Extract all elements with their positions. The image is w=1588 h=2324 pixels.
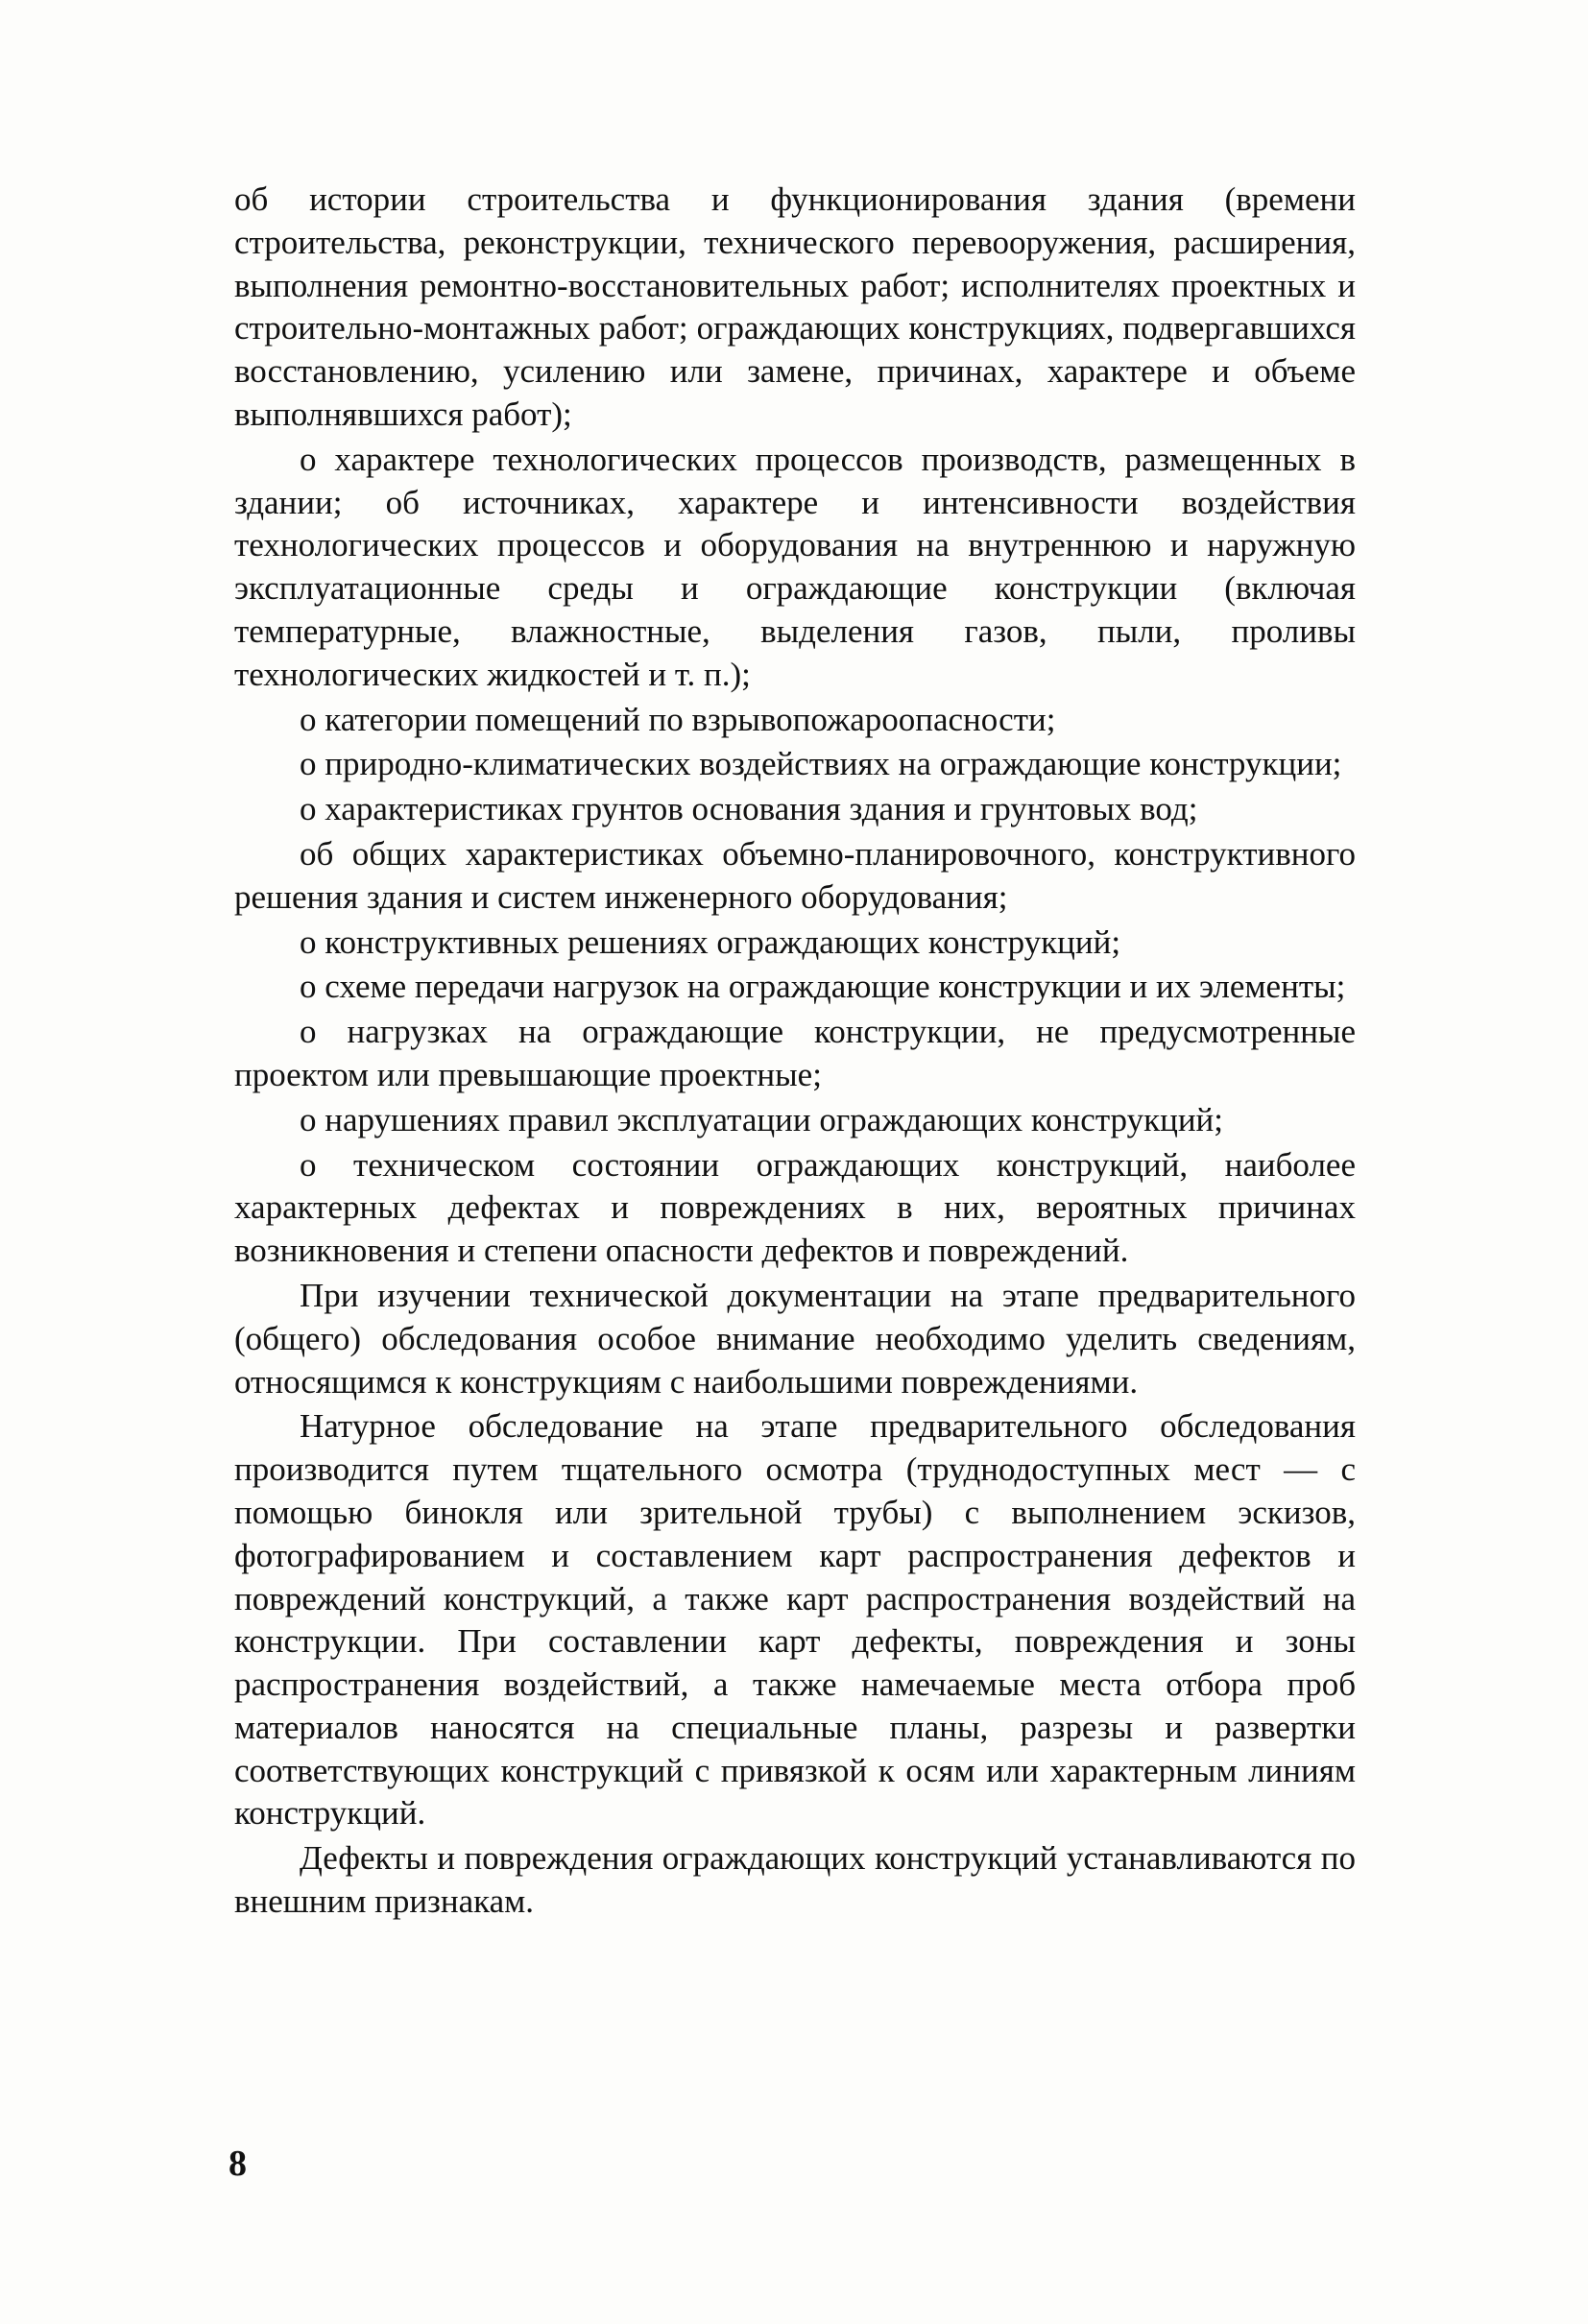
paragraph-technical-state: о техническом состоянии ограждающих конструкций, наиболее характерных дефектах и повреждениях в них, вероятных причинах возникновения и степени опасности дефектов и повреждений. — [234, 1145, 1356, 1270]
paragraph-documentation-study: При изучении технической документации на этапе предварительного (общего) обследования особое внимание необходимо уделить сведениям, относящимся к конструкциям с наибольшими повреждениями. — [234, 1276, 1356, 1401]
paragraph-load-scheme: о схеме передачи нагрузок на ограждающие конструкции и их элементы; — [300, 968, 1346, 1006]
paragraph-violations: о нарушениях правил эксплуатации ограждающих конструкций; — [300, 1100, 1224, 1138]
paragraph-fire-category: о категории помещений по взрывопожароопасности; — [300, 700, 1056, 738]
paragraph-structural-solutions: о конструктивных решениях ограждающих конструкций; — [300, 922, 1121, 961]
paragraph-soil: о характеристиках грунтов основания здания и грунтовых вод; — [300, 790, 1198, 828]
paragraph-defects: Дефекты и повреждения ограждающих конструкций устанавливаются по внешним признакам. — [234, 1839, 1356, 1921]
paragraph-general-characteristics: об общих характеристиках объемно-планировочного, конструктивного решения здания и систем инженерного оборудования; — [234, 834, 1356, 916]
paragraph-technological-processes: о характере технологических процессов производств, размещенных в здании; об источниках, характере и интенсивности воздействия технологических процессов и оборудования на внутреннюю и наружную эксплуатационные среды и ограждающие конструкции (включая температурные, влажностные, выделения газов, пыли, проливы технологических жидкостей и т. п.); — [234, 440, 1356, 693]
paragraph-history: об истории строительства и функционирования здания (времени строительства, реконструкции, технического перевооружения, расширения, выполнения ремонтно-восстановительных работ; исполнителях проектных и строительно-монтажных работ; ограждающих конструкциях, подвергавшихся восстановлению, усилению или замене, причинах, характере и объеме выполнявшихся работ); — [234, 180, 1356, 433]
body-text — [234, 179, 1356, 1926]
paragraph-unplanned-loads: о нагрузках на ограждающие конструкции, не предусмотренные проектом или превышающие проектные; — [234, 1013, 1356, 1093]
paragraph-climate: о природно-климатических воздействиях на ограждающие конструкции; — [300, 745, 1342, 783]
page-number: 8 — [229, 2144, 247, 2184]
paragraph-field-survey: Натурное обследование на этапе предварительного обследования производится путем тщательного осмотра (труднодоступных мест — с помощью бинокля или зрительной трубы) с выполнением эскизов, фотографированием и составлением карт распространения дефектов и повреждений конструкций, а также карт распространения воздействий на конструкции. При составлении карт дефекты, повреждения и зоны распространения воздействий, а также намечаемые места отбора проб материалов наносятся на специальные планы, разрезы и развертки соответствующих конструкций с привязкой к осям или характерным линиям конструкций. — [234, 1407, 1356, 1833]
